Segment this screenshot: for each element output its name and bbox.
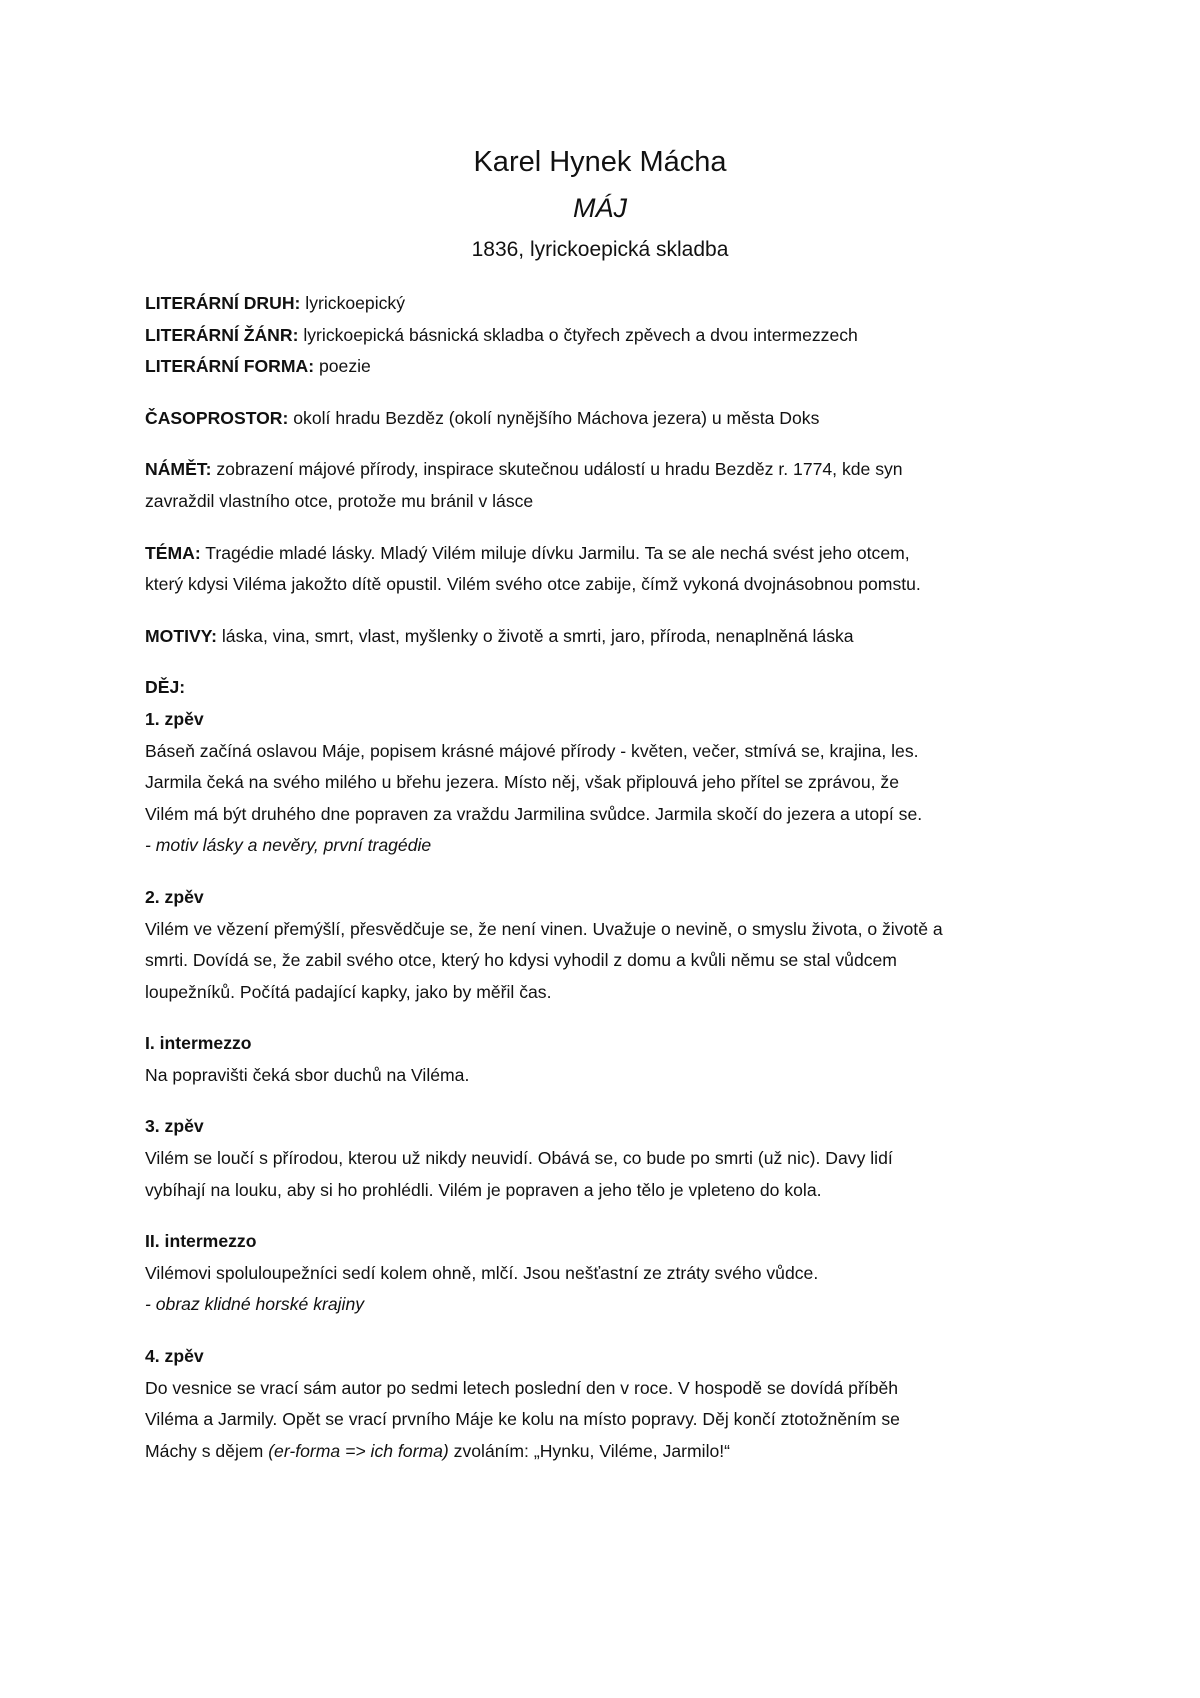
info-forma [145,351,1065,383]
section-note: - motiv lásky a nevěry, první tragédie [145,835,432,856]
section-line: Do vesnice se vrací sám autor po sedmi letech poslední den v roce. V hospodě se dovídá příběh [145,1377,899,1398]
info-value: okolí hradu Bezděz (okolí nynějšího Máchova jezera) u města Doks [288,407,820,428]
section-note: - obraz klidné horské krajiny [145,1294,365,1315]
section-title: II. intermezzo [145,1231,257,1252]
info-value: lyrickoepická básnická skladba o čtyřech zpěvech a dvou intermezzech [298,324,858,345]
work-subtitle: 1836, lyrickoepická skladba [471,238,729,261]
section-title: 2. zpěv [145,886,204,907]
section-line: Vilém se loučí s přírodou, kterou už nikdy neuvidí. Obává se, co bude po smrti (už nic). Davy lidí [145,1148,893,1169]
info-label: LITERÁRNÍ FORMA: [145,356,315,377]
info-tema-cont: který kdysi Viléma jakožto dítě opustil. Vilém svého otce zabije, čímž vykoná dvojnásobnou pomstu. [145,574,921,595]
section-line: Viléma a Jarmily. Opět se vrací prvního Máje ke kolu na místo popravy. Děj končí ztotožněním se [145,1409,900,1430]
section-line: Vilém ve vězení přemýšlí, přesvědčuje se, že není vinen. Uvažuje o nevině, o smyslu života, o životě a [145,918,943,939]
info-value: Tragédie mladé lásky. Mladý Vilém miluje dívku Jarmilu. Ta se ale nechá svést jeho otcem, [200,542,910,563]
info-namet [145,454,1065,486]
info-namet-cont: zavraždil vlastního otce, protože mu bránil v lásce [145,490,534,511]
info-value: lyrickoepický [300,293,406,313]
section-line: Jarmila čeká na svého milého u břehu jezera. Místo něj, však připlouvá jeho přítel se zprávou, že [145,772,899,793]
section-title: 1. zpěv [145,708,204,729]
info-value: zobrazení májové přírody, inspirace skutečnou událostí u hradu Bezděz r. 1774, kde syn [211,459,903,480]
document-body [145,288,1065,1467]
info-casoprostor [145,403,1065,435]
section-line: Vilémovi spoluloupežníci sedí kolem ohně, mlčí. Jsou nešťastní ze ztráty svého vůdce. [145,1262,819,1283]
info-label: LITERÁRNÍ DRUH: [145,293,301,313]
section-title: I. intermezzo [145,1033,252,1054]
section-line: loupežníků. Počítá padající kapky, jako by měřil čas. [145,981,552,1002]
section-title: 4. zpěv [145,1346,204,1367]
info-value: poezie [314,356,371,377]
info-label: MOTIVY: [145,625,217,646]
author-name: Karel Hynek Mácha [473,146,727,178]
info-label: ČASOPROSTOR: [145,407,289,428]
section-line: Na popravišti čeká sbor duchů na Viléma. [145,1064,470,1085]
info-value: láska, vina, smrt, vlast, myšlenky o životě a smrti, jaro, příroda, nenaplněná láska [217,625,854,646]
info-label: LITERÁRNÍ ŽÁNR: [145,324,299,345]
info-motivy [145,621,1065,653]
info-tema [145,538,1065,570]
info-label: NÁMĚT: [145,459,212,480]
dej-heading: DĚJ: [145,677,186,698]
section-line: smrti. Dovídá se, že zabil svého otce, který ho kdysi vyhodil z domu a kvůli němu se stal vůdcem [145,950,897,971]
section-line: Máchy s dějem (er-forma => ich forma) zvoláním: „Hynku, Viléme, Jarmilo!“ [145,1440,731,1461]
section-line: Vilém má být druhého dne popraven za vraždu Jarmilina svůdce. Jarmila skočí do jezera a utopí se. [145,803,923,824]
section-line: Báseň začíná oslavou Máje, popisem krásné májové přírody - květen, večer, stmívá se, krajina, les. [145,740,919,761]
info-druh [145,288,1065,320]
section-line: vybíhají na louku, aby si ho prohlédli. Vilém je popraven a jeho tělo je vpleteno do kola. [145,1179,822,1200]
section-title: 3. zpěv [145,1116,204,1137]
info-label: TÉMA: [145,542,201,563]
info-zanr [145,320,1065,352]
work-title: MÁJ [573,193,627,223]
